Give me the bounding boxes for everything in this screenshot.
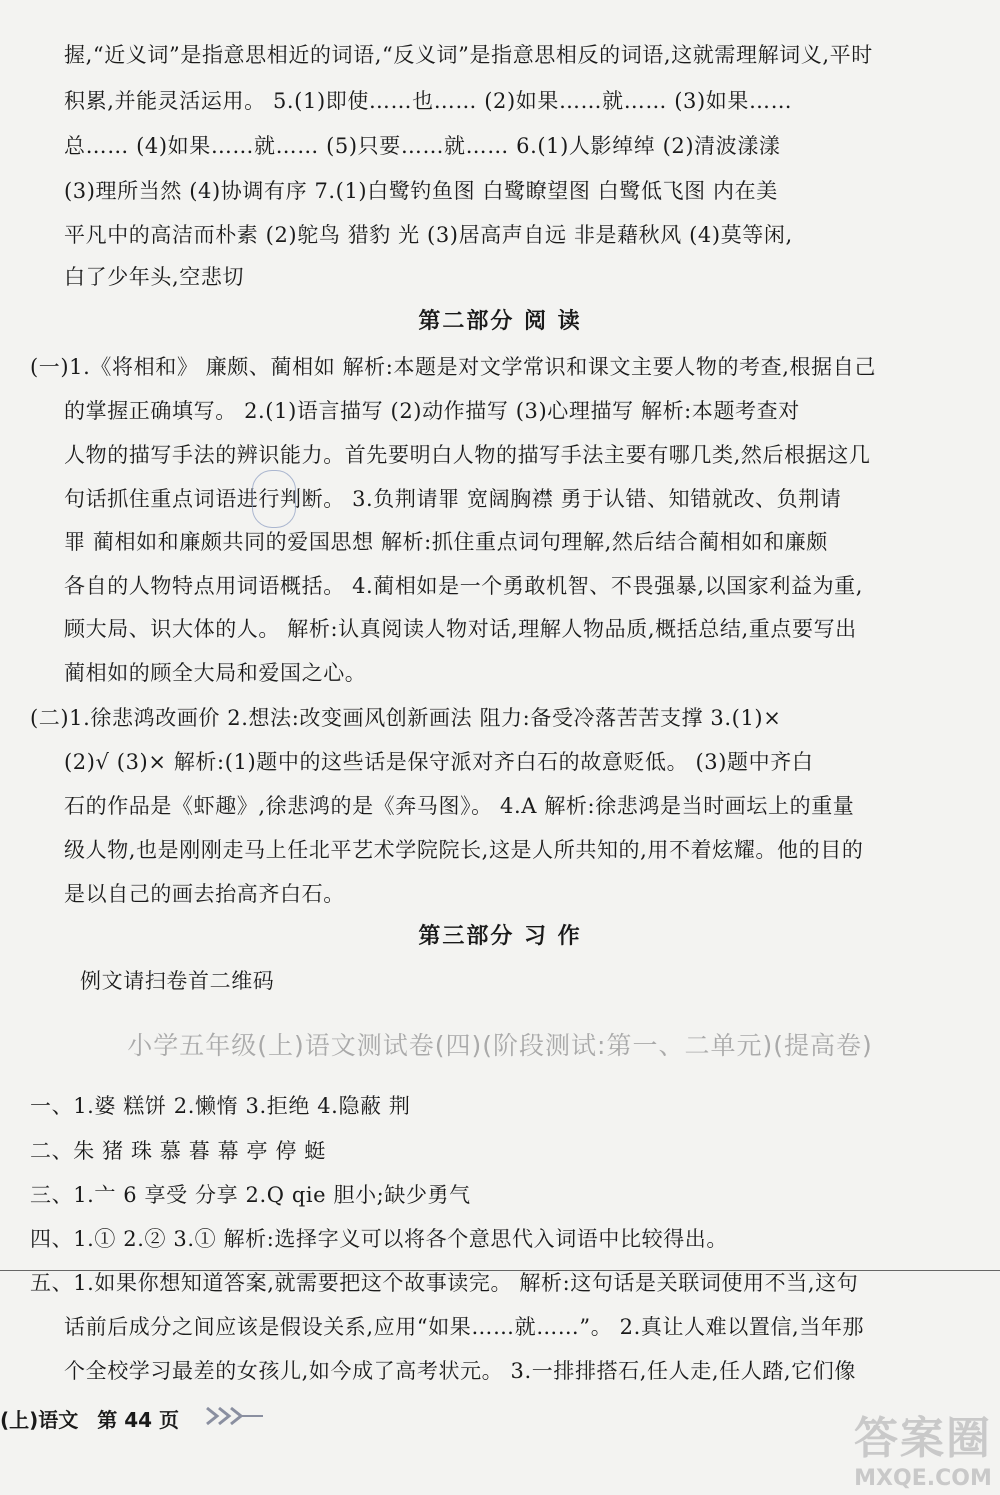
text-line: 握,“近义词”是指意思相近的词语,“反义词”是指意思相反的词语,这就需理解词义,平时 — [64, 43, 873, 67]
footer-page-number: 第 44 页 — [97, 1408, 180, 1432]
text-line: 石的作品是《虾趣》,徐悲鸿的是《奔马图》。 4.A 解析:徐悲鸿是当时画坛上的重量 — [64, 794, 855, 818]
text-line: (2)√ (3)× 解析:(1)题中的这些话是保守派对齐白石的故意贬低。 (3)题中齐白 — [64, 750, 814, 774]
text-line: (二)1.徐悲鸿改画价 2.想法:改变画风创新画法 阻力:备受冷落苦苦支撑 3.(1)× — [30, 706, 782, 730]
text-line: 二、朱 猪 珠 慕 暮 幕 亭 停 蜓 — [30, 1139, 326, 1163]
text-line: 总…… (4)如果……就…… (5)只要……就…… 6.(1)人影绰绰 (2)清波漾漾 — [64, 134, 781, 158]
double-arrow-icon — [205, 1404, 265, 1428]
text-line: (一)1.《将相和》 廉颇、蔺相如 解析:本题是对文学常识和课文主要人物的考查,根据自己 — [30, 355, 876, 379]
section-heading-writing: 第三部分 习 作 — [418, 924, 582, 949]
watermark — [854, 1402, 992, 1491]
text-line: 级人物,也是刚刚走马上任北平艺术学院院长,这是人所共知的,用不着炫耀。他的目的 — [64, 838, 864, 862]
text-line: (3)理所当然 (4)协调有序 7.(1)白鹭钓鱼图 白鹭瞭望图 白鹭低飞图 内在美 — [64, 179, 778, 203]
text-line: 例文请扫卷首二维码 — [80, 969, 275, 993]
text-line: 是以自己的画去抬高齐白石。 — [64, 882, 345, 906]
text-line: 三、1.亠 6 享受 分享 2.Q qie 胆小;缺少勇气 — [30, 1183, 471, 1207]
watermark-url: MXQE.COM — [854, 1466, 992, 1491]
section-heading-reading: 第二部分 阅 读 — [418, 309, 582, 334]
text-line: 句话抓住重点词语进行判断。 3.负荆请罪 宽阔胸襟 勇于认错、知错就改、负荆请 — [64, 487, 842, 511]
text-line: 蔺相如的顾全大局和爱国之心。 — [64, 661, 367, 685]
text-line: 积累,并能灵活运用。 5.(1)即使……也…… (2)如果……就…… (3)如果…… — [64, 89, 793, 113]
text-line: 平凡中的高洁而朴素 (2)鸵鸟 猎豹 光 (3)居高声自远 非是藉秋风 (4)莫等闲, — [64, 223, 793, 247]
text-line: 的掌握正确填写。 2.(1)语言描写 (2)动作描写 (3)心理描写 解析:本题考查对 — [64, 399, 800, 423]
text-line: 四、1.① 2.② 3.① 解析:选择字义可以将各个意思代入词语中比较得出。 — [30, 1227, 729, 1251]
text-line: 罪 蔺相如和廉颇共同的爱国思想 解析:抓住重点词句理解,然后结合蔺相如和廉颇 — [64, 530, 828, 554]
text-line: 五、1.如果你想知道答案,就需要把这个故事读完。 解析:这句话是关联词使用不当,这句 — [30, 1271, 859, 1295]
text-line: 个全校学习最差的女孩儿,如今成了高考状元。 3.一排排搭石,任人走,任人踏,它们像 — [64, 1359, 857, 1383]
text-line: 人物的描写手法的辨识能力。首先要明白人物的描写手法主要有哪几类,然后根据这几 — [64, 443, 871, 467]
text-line: 各自的人物特点用词语概括。 4.蔺相如是一个勇敢机智、不畏强暴,以国家利益为重, — [64, 574, 864, 598]
text-line: 顾大局、识大体的人。 解析:认真阅读人物对话,理解人物品质,概括总结,重点要写出 — [64, 617, 857, 641]
watermark-logo: 答案圈 — [854, 1413, 992, 1464]
text-line: 话前后成分之间应该是假设关系,应用“如果……就……”。 2.真让人难以置信,当年那 — [64, 1315, 865, 1339]
test-title: 小学五年级(上)语文测试卷(四)(阶段测试:第一、二单元)(提高卷) — [127, 1031, 873, 1060]
text-line: 白了少年头,空悲切 — [64, 265, 245, 289]
footer-subject: (上)语文 — [0, 1408, 79, 1432]
text-line: 一、1.婆 糕饼 2.懒惰 3.拒绝 4.隐蔽 荆 — [30, 1094, 411, 1118]
stamp-mark — [252, 470, 296, 528]
